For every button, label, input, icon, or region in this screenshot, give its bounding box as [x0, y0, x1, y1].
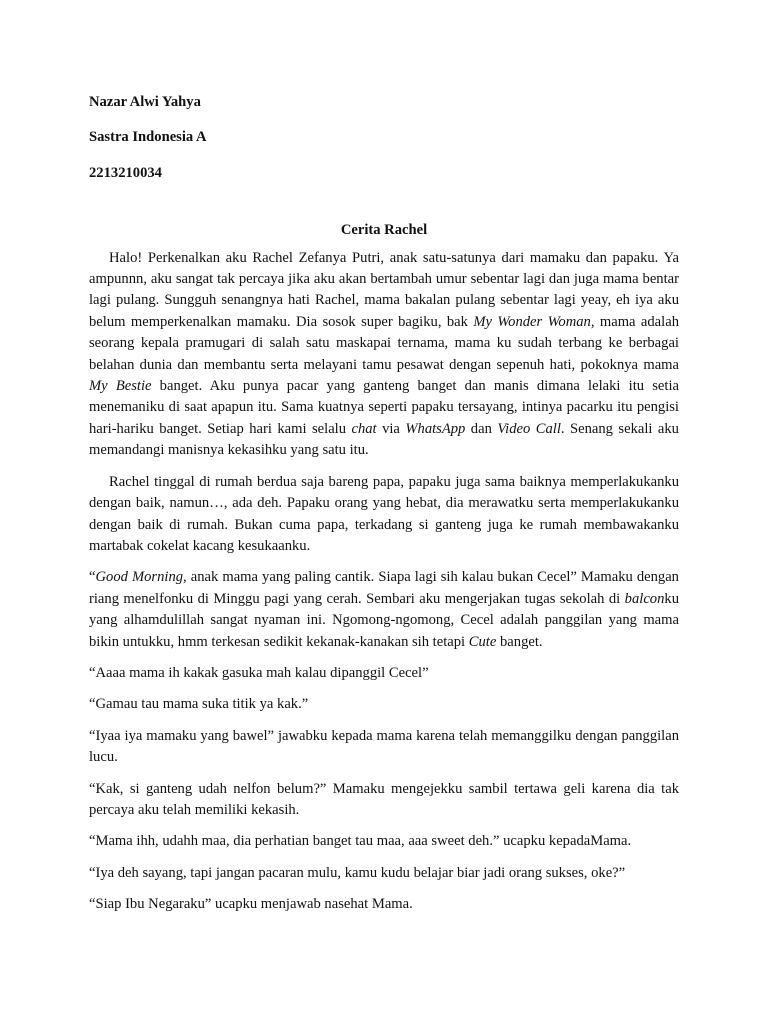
paragraph-text: dan — [465, 420, 498, 437]
dialog-line: “Iya deh sayang, tapi jangan pacaran mulu, kamu kudu belajar biar jadi orang sukses, oke?” — [89, 864, 626, 881]
paragraph-intro — [89, 248, 679, 462]
paragraph-phone-call — [89, 567, 679, 653]
paragraph-text: via — [376, 420, 406, 437]
italic-text: Good Morning — [95, 569, 184, 586]
story-title: Cerita Rachel — [340, 222, 428, 239]
dialog-line: “Mama ihh, udahh maa, dia perhatian banget tau maa, aaa sweet deh.” ucapku kepadaMama. — [89, 833, 632, 850]
dialog-line: “Kak, si ganteng udah nelfon belum?” Mamaku mengejekku sambil tertawa geli karena dia tak percaya aku telah memiliki kekasih. — [89, 780, 679, 818]
italic-text: chat — [351, 420, 377, 437]
paragraph-text: banget. Aku punya pacar yang ganteng banget dan manis dimana lelaki itu setia menemaniku di saat apapun itu. Sama kuatnya seperti papaku tersayang, intinya pacarku itu pengisi hari-hariku banget. Setiap hari kami selalu — [89, 378, 679, 437]
italic-text: My Wonder Woman, — [473, 313, 595, 330]
author-student-id: 2213210034 — [89, 164, 162, 181]
paragraph-home: Rachel tinggal di rumah berdua saja bareng papa, papaku juga sama baiknya memperlakukanku dengan baik, namun…, ada deh. Papaku orang yang hebat, dia merawatku serta memperlakukanku dengan baik di rumah. Bukan cuma papa, terkadang si ganteng juga ke rumah membawakanku martabak cokelat kacang kesukaanku. — [89, 473, 679, 554]
italic-text: Video Call — [497, 420, 561, 437]
paragraph-text: , anak mama yang paling cantik. Siapa lagi sih kalau bukan Cecel” Mamaku dengan riang menelfonku di Minggu pagi yang cerah. Sembari aku mengerjakan tugas sekolah di — [89, 569, 679, 607]
italic-text: WhatsApp — [405, 420, 466, 437]
dialog-line: “Aaaa mama ih kakak gasuka mah kalau dipanggil Cecel” — [89, 664, 429, 681]
author-program: Sastra Indonesia A — [89, 129, 207, 146]
paragraph-text: “ — [89, 569, 96, 586]
dialog-line: “Siap Ibu Negaraku” ucapku menjawab nasehat Mama. — [89, 896, 413, 913]
italic-text: Cute — [468, 633, 497, 650]
paragraph-text: banget. — [496, 633, 543, 650]
paragraph-text: . Senang sekali aku memandangi manisnya kekasihku yang satu itu. — [89, 420, 679, 459]
italic-text: balcon — [624, 590, 665, 607]
paragraph-text: ku yang alhamdulillah sangat nyaman ini. Ngomong-ngomong, Cecel adalah panggilan yang mama bikin untukku, hmm terkesan sedikit kekanak-kanakan sih tetapi — [89, 590, 679, 650]
dialog-line: “Iyaa iya mamaku yang bawel” jawabku kepada mama karena telah memanggilku dengan panggilan lucu. — [89, 727, 679, 766]
dialog-line: “Gamau tau mama suka titik ya kak.” — [89, 696, 309, 713]
author-name: Nazar Alwi Yahya — [89, 94, 201, 110]
paragraph-text: Halo! Perkenalkan aku Rachel Zefanya Putri, anak satu-satunya dari mamaku dan papaku. Ya ampunnn, aku sangat tak percaya jika aku akan bertambah umur sebentar lagi dan juga mama bentar lagi pulang. Sungguh senangnya hati Rachel, mama bakalan pulang sebentar lagi yeay, eh iya aku belum memperkenalkan mamaku. Dia sosok super bagiku, bak — [89, 249, 679, 330]
paragraph-text: mama adalah seorang kepala pramugari di salah satu maskapai ternama, mama ku sudah terbang ke berbagai belahan dunia dan membantu serta melayani tamu pesawat dengan sepenuh hati, pokoknya mama — [89, 313, 679, 373]
italic-text: My Bestie — [89, 378, 152, 395]
